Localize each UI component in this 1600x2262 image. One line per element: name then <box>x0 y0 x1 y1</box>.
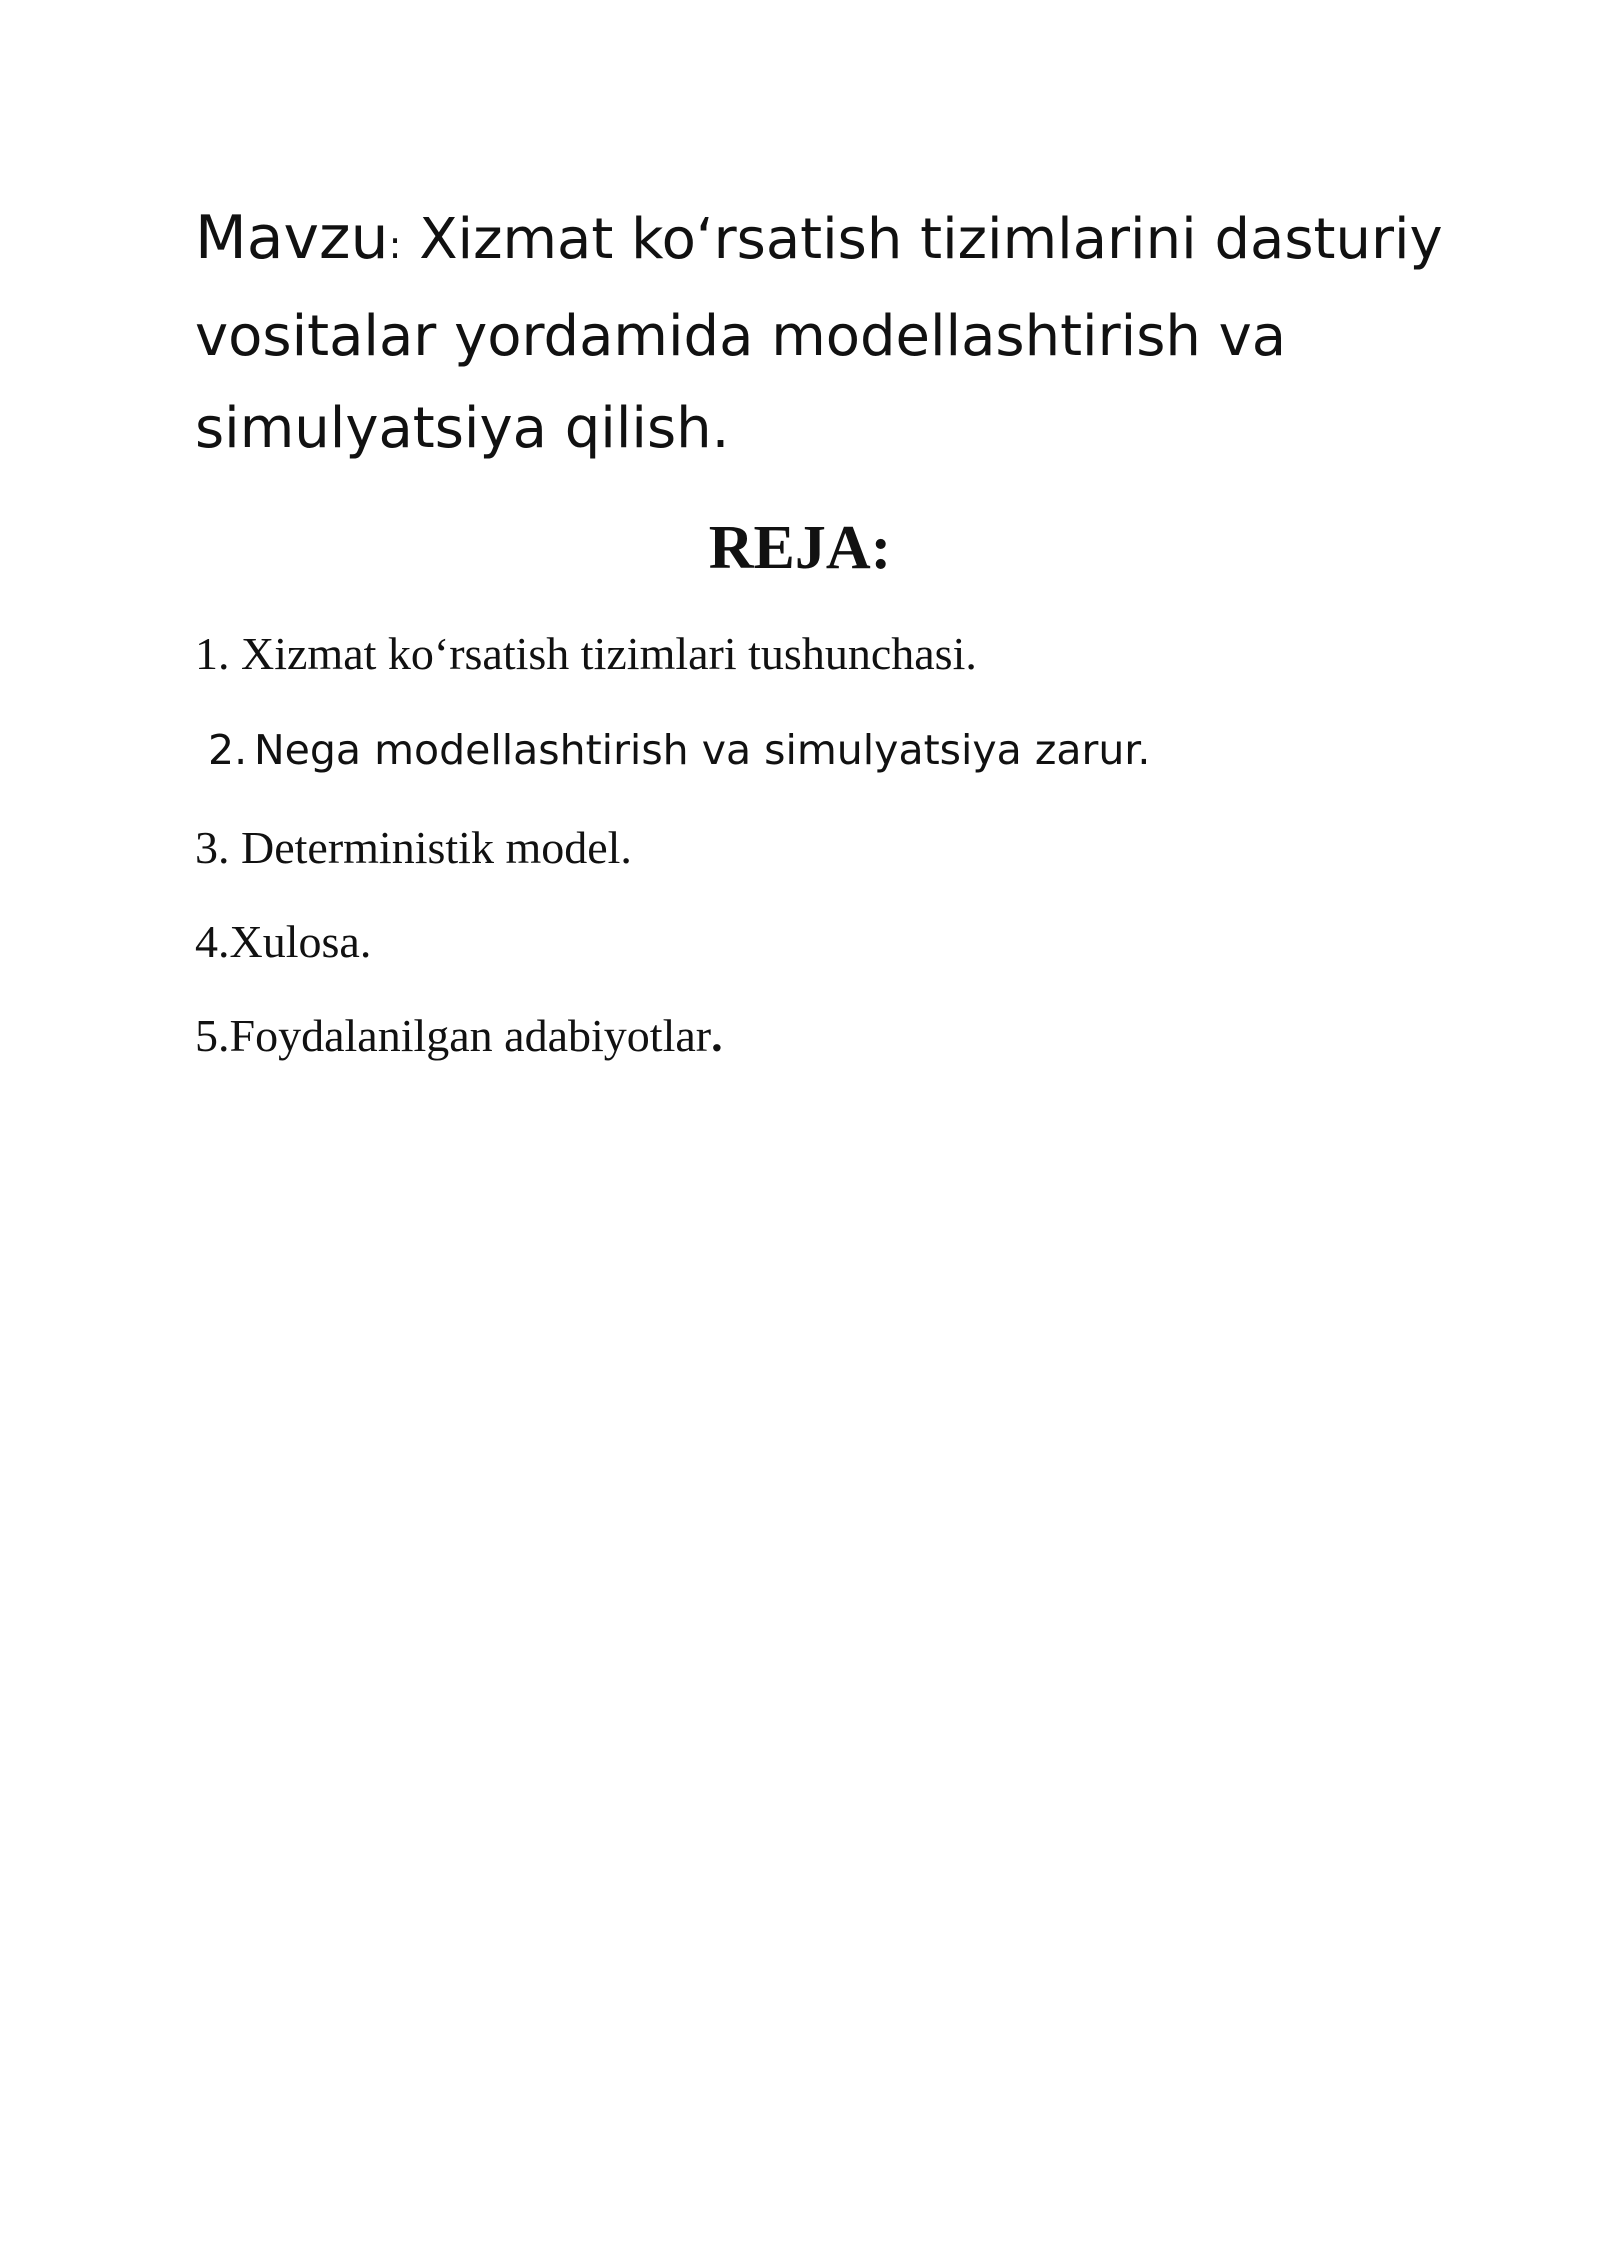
plan-item-text: Xulosa. <box>229 916 372 967</box>
plan-heading: REJA: <box>708 514 892 582</box>
topic-text: Xizmat ko‘rsatish tizimlarini dasturiy vositalar yordamida modellashtirish va simulyatsiya qilish. <box>195 207 1443 461</box>
plan-item-4 <box>195 912 1445 972</box>
topic-colon: : <box>388 223 402 267</box>
plan-item-number: 2. <box>208 726 248 774</box>
topic-title <box>195 192 1455 475</box>
plan-item-1 <box>195 624 1445 684</box>
plan-item-5 <box>195 1006 1445 1066</box>
plan-item-text: Foydalanilgan adabiyotlar <box>229 1010 712 1061</box>
plan-item-suffix: . <box>711 1010 723 1061</box>
plan-item-2 <box>195 720 1445 780</box>
topic-label: Mavzu <box>195 203 389 273</box>
plan-item-text: Deterministik model. <box>241 822 632 873</box>
plan-item-number: 1. <box>195 628 230 679</box>
plan-item-text: Xizmat ko‘rsatish tizimlari tushunchasi. <box>241 628 977 679</box>
plan-item-3 <box>195 818 1445 878</box>
plan-item-text: Nega modellashtirish va simulyatsiya zarur. <box>254 726 1151 774</box>
plan-item-number: 4. <box>195 916 230 967</box>
plan-item-number: 3. <box>195 822 230 873</box>
plan-item-number: 5. <box>195 1010 230 1061</box>
